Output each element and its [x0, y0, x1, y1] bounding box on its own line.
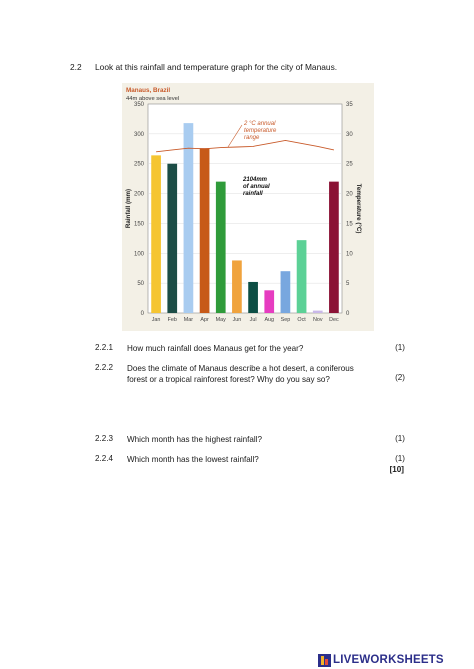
x-tick-label: Nov [312, 317, 323, 323]
chart-svg [122, 83, 374, 331]
subquestion-number: 2.2.2 [95, 363, 114, 372]
annual-rainfall-annotation: rainfall [243, 191, 263, 197]
subquestion-marks: (2) [395, 373, 405, 382]
y-axis-label: Rainfall (mm) [125, 188, 132, 229]
y-tick-label: 100 [133, 251, 144, 258]
rainfall-temperature-chart [122, 83, 374, 331]
subquestion-number: 2.2.4 [95, 454, 114, 463]
temperature-range-annotation: 2 °C annual [244, 121, 276, 127]
rainfall-bar-jun [232, 260, 242, 313]
subquestion-text: Which month has the lowest rainfall? [127, 455, 259, 464]
question-text: Look at this rainfall and temperature graph for the city of Manaus. [95, 62, 338, 72]
annual-rainfall-annotation: 2104mm [243, 177, 268, 183]
x-tick-label: Aug [264, 317, 275, 323]
subquestion-marks: (1) [395, 454, 405, 463]
x-tick-label: Sep [280, 317, 291, 323]
y2-axis-label: Temperature (°C) [355, 183, 362, 234]
subquestion-number: 2.2.1 [95, 343, 114, 352]
x-tick-label: Jun [232, 317, 242, 323]
rainfall-bar-jul [248, 282, 258, 313]
subquestion-text: How much rainfall does Manaus get for the year? [127, 344, 304, 353]
x-tick-label: Jan [151, 317, 161, 323]
question-number: 2.2 [70, 62, 82, 72]
subquestion-text: Which month has the highest rainfall? [127, 435, 262, 444]
x-tick-label: Oct [297, 317, 306, 323]
y-tick-label: 200 [133, 191, 144, 198]
rainfall-bar-mar [184, 123, 194, 313]
subquestion-number: 2.2.3 [95, 434, 114, 443]
rainfall-bar-dec [329, 182, 339, 313]
y-tick-label: 350 [133, 102, 144, 108]
y2-tick-label: 0 [346, 311, 350, 317]
subquestion-marks: (1) [395, 434, 405, 443]
annual-rainfall-annotation: of annual [243, 184, 270, 190]
rainfall-bar-apr [200, 148, 210, 313]
chart-title: Manaus, Brazil [126, 87, 171, 94]
y2-tick-label: 10 [346, 251, 353, 258]
x-tick-label: Jul [249, 317, 257, 323]
x-tick-label: Dec [329, 317, 339, 323]
subquestion-text: Does the climate of Manaus describe a hot desert, a coniferous forest or a tropical rainforest forest? Why do you say so? [127, 364, 354, 384]
y-tick-label: 0 [140, 311, 144, 317]
rainfall-bar-oct [297, 240, 307, 313]
y2-tick-label: 15 [346, 221, 353, 228]
y2-tick-label: 25 [346, 161, 353, 168]
x-tick-label: Apr [200, 317, 209, 323]
chart-subtitle: 44m above sea level [126, 96, 180, 102]
x-tick-label: May [215, 317, 226, 323]
y2-tick-label: 20 [346, 191, 353, 198]
y-tick-label: 50 [137, 281, 144, 288]
rainfall-bar-sep [281, 271, 291, 313]
y2-tick-label: 35 [346, 102, 353, 108]
y2-tick-label: 5 [346, 281, 350, 288]
x-tick-label: Mar [183, 317, 194, 323]
brand-name: LIVEWORKSHEETS [333, 654, 444, 666]
rainfall-bar-nov [313, 311, 323, 313]
liveworksheets-brand[interactable] [318, 653, 444, 667]
temperature-range-annotation: temperature [244, 128, 277, 134]
subquestion-marks: (1) [395, 343, 405, 352]
rainfall-bar-aug [264, 290, 274, 313]
liveworksheets-logo-icon [318, 654, 331, 667]
rainfall-bar-jan [151, 155, 161, 313]
temperature-range-annotation: range [244, 135, 260, 141]
y-tick-label: 150 [133, 221, 144, 228]
rainfall-bar-may [216, 182, 226, 313]
y2-tick-label: 30 [346, 131, 353, 138]
y-tick-label: 250 [133, 161, 144, 168]
rainfall-bar-feb [167, 164, 177, 313]
total-marks: [10] [389, 465, 404, 474]
x-tick-label: Feb [167, 317, 177, 323]
y-tick-label: 300 [133, 131, 144, 138]
